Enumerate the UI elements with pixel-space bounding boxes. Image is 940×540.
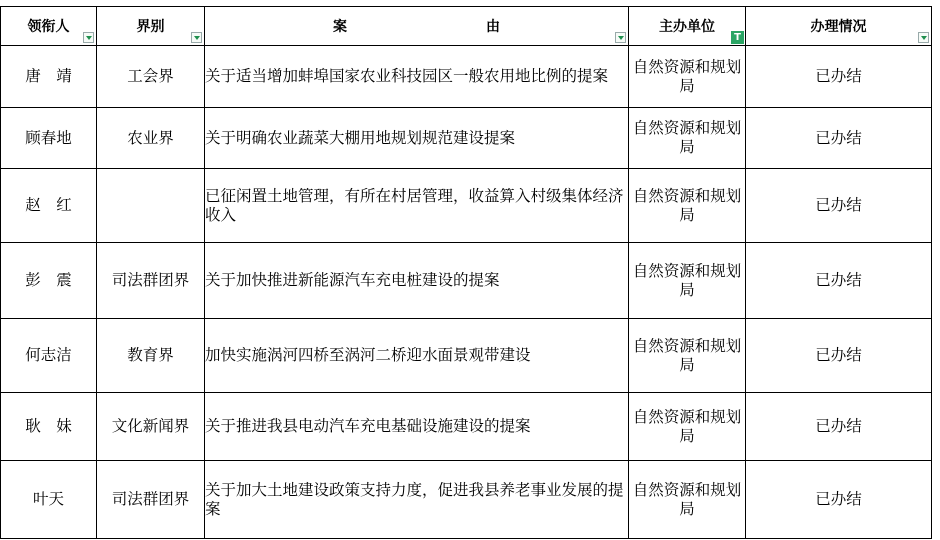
proposal-table [0, 6, 932, 539]
cell-sector[interactable]: 教育界 [97, 319, 205, 393]
filter-dropdown-icon[interactable] [918, 32, 929, 43]
cell-unit[interactable]: 自然资源和规划局 [629, 46, 746, 108]
cell-case[interactable]: 关于加大土地建设政策支持力度，促进我县养老事业发展的提案 [205, 461, 629, 539]
header-case [205, 7, 629, 46]
cell-case[interactable]: 关于推进我县电动汽车充电基础设施建设的提案 [205, 393, 629, 461]
cell-unit[interactable]: 自然资源和规划局 [629, 461, 746, 539]
cell-unit[interactable]: 自然资源和规划局 [629, 243, 746, 319]
cell-status[interactable]: 已办结 [746, 319, 932, 393]
table-row [1, 243, 932, 319]
header-row [1, 7, 932, 46]
header-case-label-right: 由 [486, 19, 500, 35]
cell-sector[interactable]: 工会界 [97, 46, 205, 108]
cell-case[interactable]: 加快实施涡河四桥至涡河二桥迎水面景观带建设 [205, 319, 629, 393]
header-status-label: 办理情况 [810, 19, 867, 35]
cell-status[interactable]: 已办结 [746, 169, 932, 243]
cell-status[interactable]: 已办结 [746, 393, 932, 461]
cell-leader[interactable]: 唐 靖 [1, 46, 97, 108]
cell-unit[interactable]: 自然资源和规划局 [629, 319, 746, 393]
header-leader [1, 7, 97, 46]
header-status [746, 7, 932, 46]
cell-unit[interactable]: 自然资源和规划局 [629, 169, 746, 243]
cell-sector[interactable]: 司法群团界 [97, 243, 205, 319]
table-row [1, 393, 932, 461]
header-sector [97, 7, 205, 46]
cell-case[interactable]: 关于加快推进新能源汽车充电桩建设的提案 [205, 243, 629, 319]
cell-sector[interactable]: 文化新闻界 [97, 393, 205, 461]
filter-dropdown-icon[interactable] [615, 32, 626, 43]
cell-status[interactable]: 已办结 [746, 461, 932, 539]
header-unit-label: 主办单位 [659, 19, 715, 35]
cell-leader[interactable]: 彭 震 [1, 243, 97, 319]
cell-leader[interactable]: 何志洁 [1, 319, 97, 393]
table-row [1, 169, 932, 243]
cell-status[interactable]: 已办结 [746, 46, 932, 108]
filter-dropdown-icon[interactable] [191, 32, 202, 43]
cell-leader[interactable]: 赵 红 [1, 169, 97, 243]
cell-sector[interactable] [97, 169, 205, 243]
header-sector-label: 界别 [136, 19, 165, 35]
table-row [1, 108, 932, 169]
table-row [1, 46, 932, 108]
cell-leader[interactable]: 耿 妹 [1, 393, 97, 461]
header-unit [629, 7, 746, 46]
header-leader-label: 领衔人 [27, 19, 70, 35]
cell-sector[interactable]: 农业界 [97, 108, 205, 169]
cell-unit[interactable]: 自然资源和规划局 [629, 108, 746, 169]
header-case-label-left: 案 [333, 19, 347, 35]
cell-case[interactable]: 关于适当增加蚌埠国家农业科技园区一般农用地比例的提案 [205, 46, 629, 108]
table-row [1, 461, 932, 539]
filter-dropdown-icon[interactable] [83, 32, 94, 43]
cell-case[interactable]: 关于明确农业蔬菜大棚用地规划规范建设提案 [205, 108, 629, 169]
cell-leader[interactable]: 顾春地 [1, 108, 97, 169]
cell-status[interactable]: 已办结 [746, 243, 932, 319]
cell-case[interactable]: 已征闲置土地管理，有所在村居管理，收益算入村级集体经济收入 [205, 169, 629, 243]
cell-status[interactable]: 已办结 [746, 108, 932, 169]
cell-leader[interactable]: 叶天 [1, 461, 97, 539]
cell-sector[interactable]: 司法群团界 [97, 461, 205, 539]
filter-active-icon[interactable]: T [731, 31, 744, 44]
table-row [1, 319, 932, 393]
cell-unit[interactable]: 自然资源和规划局 [629, 393, 746, 461]
